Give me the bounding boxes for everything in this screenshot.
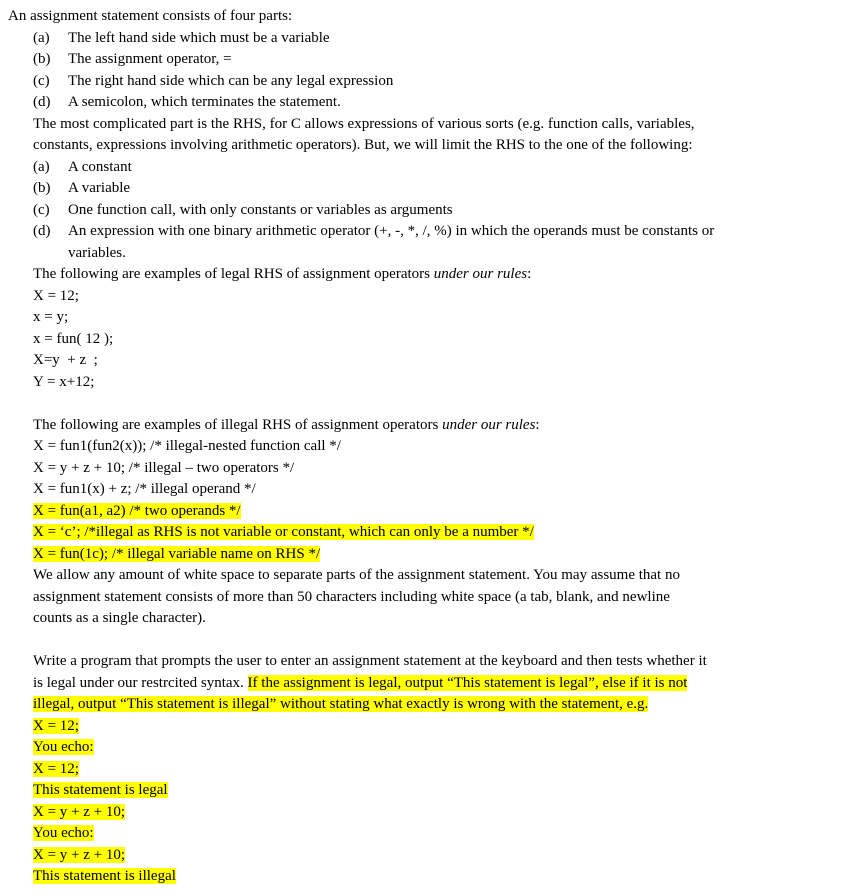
rhs-option-continuation: variables.: [68, 244, 126, 261]
highlighted-text: You echo:: [33, 825, 94, 841]
whitespace-paragraph-line: We allow any amount of white space to separate parts of the assignment statement. You may assume that no: [33, 567, 680, 583]
program-text: is legal under our restrcited syntax.: [33, 674, 248, 691]
illegal-intro-italic: under our rules: [442, 416, 536, 433]
session-line: [0, 780, 853, 802]
rhs-option-label: (a): [33, 158, 50, 175]
session-line: [0, 759, 853, 781]
whitespace-paragraph-line: counts as a single character).: [33, 610, 206, 626]
program-paragraph-line: [0, 694, 853, 716]
part-label: (a): [33, 29, 50, 46]
program-paragraph-line: Write a program that prompts the user to enter an assignment statement at the keyboard and then tests whether it: [33, 653, 707, 669]
part-label: (d): [33, 94, 51, 110]
rhs-option-text: A variable: [68, 180, 131, 196]
part-item: [0, 92, 853, 114]
highlighted-text: X = y + z + 10;: [33, 803, 126, 820]
spacer: [0, 393, 853, 415]
illegal-example: X = fun1(x) + z; /* illegal operand */: [33, 481, 256, 497]
rhs-option: [0, 178, 853, 200]
rhs-paragraph-line: constants, expressions involving arithmetic operators). But, we will limit the RHS to the one of the following:: [33, 137, 693, 153]
program-paragraph-line: [0, 673, 853, 695]
spacer: [0, 630, 853, 652]
legal-example: x = y;: [33, 309, 69, 325]
rhs-option-text: An expression with one binary arithmetic operator (+, -, *, /, %) in which the operands must be constants or: [68, 223, 715, 239]
session-line: [0, 716, 853, 738]
highlighted-text: This statement is illegal: [33, 868, 176, 884]
rhs-option-label: (b): [33, 180, 51, 196]
legal-intro-colon: :: [527, 266, 532, 282]
highlighted-text: X = y + z + 10;: [33, 846, 126, 863]
part-text: The assignment operator, =: [68, 51, 232, 67]
legal-example: X = 12;: [33, 287, 79, 304]
legal-examples-intro: [0, 264, 853, 286]
rhs-paragraph-line: The most complicated part is the RHS, for C allows expressions of various sorts (e.g. function calls, variables,: [33, 115, 695, 132]
highlighted-text: If the assignment is legal, output “This statement is legal”, else if it is not: [247, 674, 688, 691]
highlighted-text: X = fun(a1, a2) /* two operands */: [33, 502, 241, 519]
part-item: [0, 49, 853, 71]
rhs-option: [0, 200, 853, 222]
legal-example: Y = x+12;: [33, 373, 95, 390]
rhs-option: [0, 157, 853, 179]
highlighted-text: illegal, output “This statement is illegal” without stating what exactly is wrong with the statement, e.g.: [33, 696, 649, 712]
session-line: [0, 802, 853, 824]
legal-example: X=y + z ;: [33, 352, 98, 368]
legal-intro-text: The following are examples of legal RHS of assignment operators: [33, 266, 434, 282]
session-line: [0, 823, 853, 845]
session-line: [0, 845, 853, 867]
part-text: A semicolon, which terminates the statement.: [68, 94, 341, 110]
illegal-example: X = fun1(fun2(x)); /* illegal-nested function call */: [33, 438, 341, 454]
legal-intro-italic: under our rules: [433, 266, 528, 282]
illegal-intro-colon: :: [535, 416, 540, 433]
part-text: The right hand side which can be any legal expression: [68, 72, 394, 89]
highlighted-text: X = ‘c’; /*illegal as RHS is not variable or constant, which can only be a number */: [33, 524, 534, 540]
rhs-option-text: One function call, with only constants or variables as arguments: [68, 201, 453, 218]
legal-example: x = fun( 12 );: [33, 330, 114, 347]
rhs-option-label: (d): [33, 223, 51, 239]
illegal-example: X = y + z + 10; /* illegal – two operators */: [33, 459, 295, 476]
session-line: [0, 737, 853, 759]
highlighted-text: This statement is legal: [33, 782, 168, 798]
highlighted-text: You echo:: [33, 739, 94, 755]
part-text: The left hand side which must be a variable: [68, 29, 330, 46]
rhs-option-label: (c): [33, 201, 50, 218]
illegal-example-highlighted: [0, 544, 853, 566]
part-item: [0, 28, 853, 50]
illegal-examples-intro: [0, 415, 853, 437]
illegal-example-highlighted: [0, 522, 853, 544]
whitespace-paragraph-line: assignment statement consists of more than 50 characters including white space (a tab, blank, and newline: [33, 588, 670, 605]
highlighted-text: X = fun(1c); /* illegal variable name on RHS */: [33, 545, 321, 562]
part-label: (b): [33, 51, 51, 67]
rhs-option: [0, 221, 853, 243]
illegal-example-highlighted: [0, 501, 853, 523]
rhs-option-text: A constant: [68, 158, 132, 175]
part-label: (c): [33, 72, 50, 89]
illegal-intro-text: The following are examples of illegal RHS of assignment operators: [33, 416, 443, 433]
session-line: [0, 866, 853, 888]
highlighted-text: X = 12;: [33, 760, 79, 777]
intro-text: An assignment statement consists of four parts:: [8, 8, 293, 24]
part-item: [0, 71, 853, 93]
highlighted-text: X = 12;: [33, 717, 79, 734]
assignment-document: [0, 6, 853, 888]
